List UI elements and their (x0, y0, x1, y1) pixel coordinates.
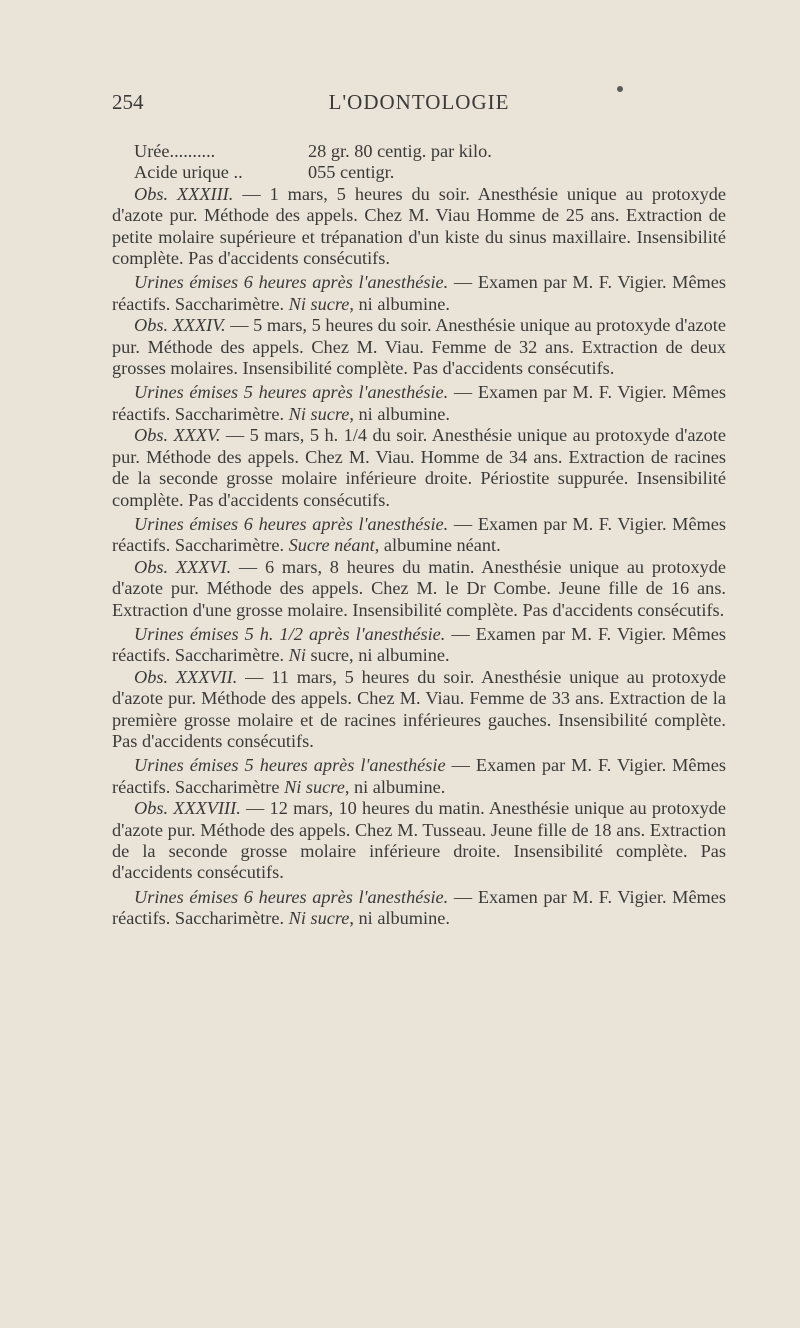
urine-paragraph (112, 755, 726, 798)
paragraph-text: — 12 mars, 10 heures du matin. Anesthésie unique au protoxyde d'azote pur. Méthode des appels. Chez M. Tusseau. Jeune fille de 18 ans. Extraction de la seconde grosse molaire inférieure droite. Insensibilité complète. Pas d'accidents consécutifs. (112, 798, 726, 883)
observation-paragraph (112, 184, 726, 270)
paragraph-text: — Examen par M. F. Vigier. Mêmes réactifs. Saccharimètre. (112, 513, 727, 556)
urine-heading: Urines émises 5 heures après l'anesthésie (134, 755, 446, 776)
observation-heading: Obs. XXXVII. (134, 666, 238, 687)
observation-paragraph (112, 667, 726, 753)
urine-heading: Urines émises 5 h. 1/2 après l'anesthésie. (134, 623, 446, 644)
table-row (112, 141, 726, 162)
observation-paragraph (112, 315, 726, 379)
result-emphasis: Ni sucre (288, 293, 350, 314)
observation-paragraph (112, 557, 726, 621)
running-header (112, 90, 726, 120)
paragraph-text: — 6 mars, 8 heures du matin. Anesthésie unique au protoxyde d'azote pur. Méthode des appels. Chez M. le Dr Combe. Jeune fille de 16 ans. Extraction d'une grosse molaire. Insensibilité complète. Pas d'accidents consécutifs. (112, 556, 726, 620)
running-title: L'ODONTOLOGIE (328, 90, 510, 114)
urine-heading: Urines émises 6 heures après l'anesthésie. (134, 272, 449, 293)
table-row (112, 162, 726, 183)
page-body (112, 141, 726, 930)
observation-paragraph (112, 425, 726, 511)
table-label: Urée.......... (134, 141, 216, 161)
observation-heading: Obs. XXXVI. (134, 556, 232, 577)
result-emphasis: Ni (288, 645, 306, 666)
result-emphasis: Ni sucre (284, 776, 345, 797)
urine-heading: Urines émises 6 heures après l'anesthésie. (134, 513, 449, 534)
paragraph-text: — Examen par M. F. Vigier. Mêmes réactifs. Saccharimètre. (112, 623, 726, 666)
urine-paragraph (112, 887, 726, 930)
observation-heading: Obs. XXXV. (134, 425, 221, 446)
urine-heading: Urines émises 5 heures après l'anesthésie. (134, 382, 449, 403)
paragraph-text: — Examen par M. F. Vigier. Mêmes réactifs. Saccharimètre. (112, 272, 727, 314)
paragraph-text: — 11 mars, 5 heures du soir. Anesthésie unique au protoxyde d'azote pur. Méthode des appels. Chez M. Viau. Femme de 33 ans. Extraction de la première grosse molaire et de racines inférieures gauches. Insensibilité complète. Pas d'accidents consécutifs. (112, 666, 727, 751)
result-emphasis: Sucre néant (288, 535, 375, 556)
paragraph-text: , ni albumine. (349, 293, 450, 314)
observation-heading: Obs. XXXVIII. (134, 798, 241, 819)
paragraph-text: — 5 mars, 5 heures du soir. Anesthésie unique au protoxyde d'azote pur. Méthode des appels. Chez M. Viau. Femme de 32 ans. Extraction de deux grosses molaires. Insensibilité complète. Pas d'accidents consécutifs. (112, 315, 726, 379)
paragraph-text: , ni albumine. (349, 403, 450, 424)
result-emphasis: Ni sucre (288, 908, 350, 929)
result-emphasis: Ni sucre (288, 403, 350, 424)
paragraph-text: — Examen par M. F. Vigier. Mêmes réactifs. Saccharimètre (112, 755, 726, 797)
urine-paragraph (112, 382, 726, 425)
paragraph-text: — Examen par M. F. Vigier. Mêmes réactifs. Saccharimètre. (112, 382, 727, 424)
urine-paragraph (112, 514, 726, 557)
paragraph-text: — 5 mars, 5 h. 1/4 du soir. Anesthésie unique au protoxyde d'azote pur. Méthode des appels. Chez M. Viau. Homme de 34 ans. Extraction de racines de la seconde grosse molaire inférieure droite. Périostite suppurée. Insensibilité complète. Pas d'accidents consécutifs. (112, 425, 726, 510)
urine-paragraph (112, 272, 726, 315)
page-number: 254 (112, 90, 144, 114)
urine-paragraph (112, 624, 726, 667)
observation-heading: Obs. XXXIII. (134, 183, 234, 204)
paragraph-text: sucre, ni albumine. (305, 645, 450, 666)
table-label: Acide urique .. (134, 162, 243, 183)
observation-paragraph (112, 798, 726, 884)
paragraph-text: — Examen par M. F. Vigier. Mêmes réactifs. Saccharimètre. (112, 886, 727, 929)
table-value: 28 gr. 80 centig. par kilo. (308, 141, 492, 161)
paragraph-text: , ni albumine. (344, 776, 446, 797)
paragraph-text: — 1 mars, 5 heures du soir. Anesthésie unique au protoxyde d'azote pur. Méthode des appels. Chez M. Viau Homme de 25 ans. Extraction de petite molaire supérieure et trépanation d'un kiste du sinus maxillaire. Insensibilité complète. Pas d'accidents consécutifs. (112, 183, 726, 269)
table-value: 055 centigr. (308, 162, 395, 183)
observation-heading: Obs. XXXIV. (134, 315, 226, 336)
paragraph-text: , albumine néant. (374, 535, 501, 556)
urine-heading: Urines émises 6 heures après l'anesthésie. (134, 886, 449, 907)
paragraph-text: , ni albumine. (349, 908, 450, 929)
